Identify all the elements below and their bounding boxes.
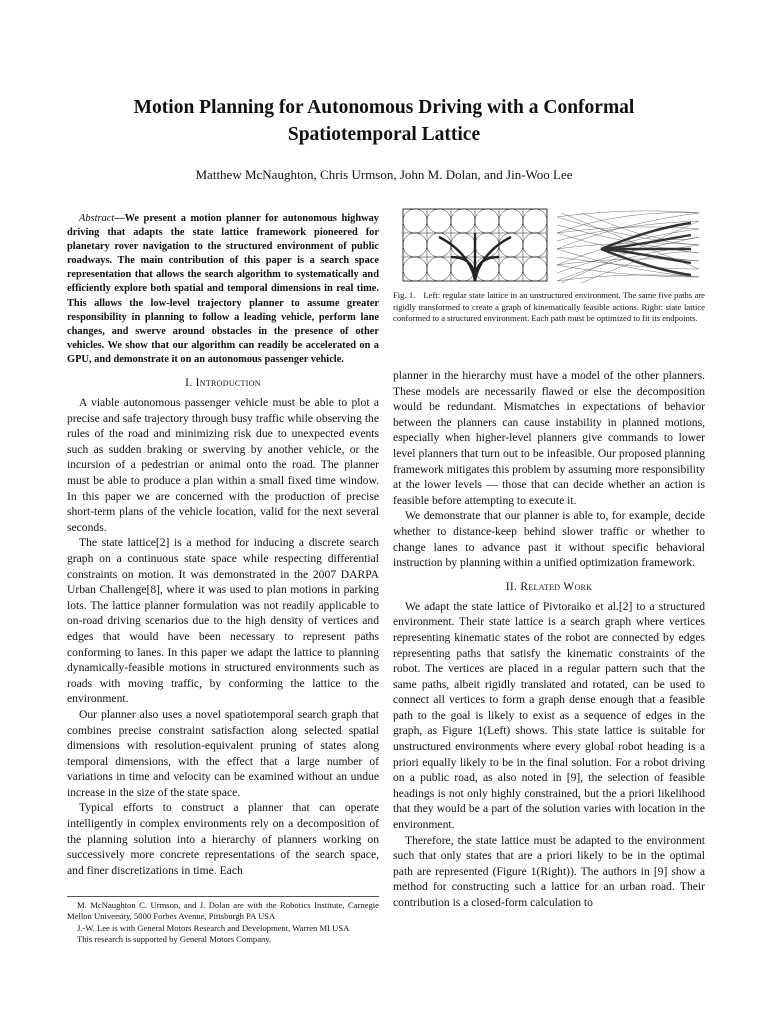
figure-caption-text: Left: regular state lattice in an unstructured environment. The same five paths are rigidly transformed to create a graph of kinematically feasible actions. Right: state lattice conformed to a structured environment. Each path must be optimized to fit its endpoints. (393, 290, 705, 323)
abstract-label: Abstract (79, 213, 115, 224)
section-heading-related-work (393, 581, 705, 593)
footnote-affiliation-cmu: M. McNaughton C. Urmson, and J. Dolan are with the Robotics Institute, Carnegie Mellon University, 5000 Forbes Avenue, Pittsburgh PA USA (67, 900, 379, 922)
paper-title (80, 94, 688, 148)
right-paragraph-2: We demonstrate that our planner is able to, for example, decide whether to distance-keep behind slower traffic or whether to change lanes to advance past it without specific behavioral instruction by planning within a unified optimization framework. (393, 509, 705, 570)
conformed-state-lattice (557, 211, 699, 283)
figure-1-caption (393, 290, 705, 325)
left-column (67, 212, 379, 878)
regular-state-lattice (403, 209, 547, 281)
related-work-paragraph-2: Therefore, the state lattice must be adapted to the environment such that only states that are a priori likely to be in the optimal path are represented (Figure 1(Right)). The authors in [9] show a method for constructing such a lattice for an urban road. Their contribution is a closed-form calculation to (393, 833, 705, 909)
section-title: Introduction (195, 377, 261, 390)
section-title: Related Work (520, 580, 593, 593)
abstract-text: We present a motion planner for autonomous highway driving that adapts the state lattice framework pioneered for planetary rover navigation to the structured environment of public roadways. The main contribution of this paper is a search space representation that allows the search algorithm to systematically and efficiently explore both spatial and temporal dimensions in real time. This allows the low-level trajectory planner to assume greater responsibility in planning to follow a leading vehicle, perform lane changes, and swerve around obstacles in the presence of other vehicles. We show that our algorithm can readily be accelerated on a GPU, and demonstrate it on an autonomous passenger vehicle. (67, 213, 379, 365)
intro-paragraph-2: The state lattice[2] is a method for inducing a discrete search graph on a continuous state space while respecting differential constraints on motion. It was demonstrated in the 2007 DARPA Urban Challenge[8], where it was used to plan motions in parking lots. The lattice planner formulation was not readily applicable to on-road driving scenarios due to the high density of vertices and edges that would have been necessary to represent paths conforming to lanes. In this paper we adapt the lattice to planning dynamically-feasible motions in structured environments such as roads with moving traffic, by conforming the lattice to the environment. (67, 536, 379, 706)
section-number: II. (505, 580, 518, 593)
right-paragraph-1: planner in the hierarchy must have a model of the other planners. These models are necessarily flawed or else the decomposition would be redundant. Mismatches in expectations of behavior between the planners can cause instability in planned motions, especially when higher-level planners give commands to lower level planners that turn out to be infeasible. Our proposed planning framework mitigates this problem by assuming more responsibility at the lower levels — those that can decide whether an action is feasible before attempting to execute it. (393, 369, 705, 507)
section-heading-introduction (67, 377, 379, 389)
footnote-affiliation-gm: J.-W. Lee is with General Motors Research and Development, Warren MI USA (77, 922, 350, 933)
footnote-funding: This research is supported by General Motors Company. (77, 933, 272, 944)
abstract (67, 212, 379, 367)
abstract-dash: — (114, 213, 125, 224)
section-number: I. (185, 377, 193, 390)
intro-paragraph-1: A viable autonomous passenger vehicle must be able to plot a precise and safe trajectory through busy traffic while observing the rules of the road and minimizing risk due to unexpected events such as sudden braking or swerving by another vehicle, or the incursion of a pedestrian or animal onto the road. The planner must be able to produce a plan within a small fixed time window. In this paper we are concerned with the production of precise short-term plans of the vehicle location, valid for the next several seconds. (67, 396, 379, 534)
intro-paragraph-3: Our planner also uses a novel spatiotemporal search graph that combines precise constraint satisfaction along selected spatial dimensions with resolution-equivalent pruning of states along temporal dimensions, with the effect that a large number of variations in time and velocity can be examined without an undue increase in the size of the state space. (67, 707, 379, 799)
intro-paragraph-4: Typical efforts to construct a planner that can operate intelligently in complex environments rely on a decomposition of the planning solution into a hierarchy of planners working on successively more concrete representations of the search space, and finer discretizations in time. Each (67, 801, 379, 877)
footnotes (67, 896, 379, 945)
right-column (393, 368, 705, 911)
related-work-paragraph-1: We adapt the state lattice of Pivtoraiko et al.[2] to a structured environment. Their state lattice is a search graph where vertices representing kinematic states of the robot are connected by edges representing paths that satisfy the kinematic constraints of the robot. The vertices are placed in a regular pattern such that the same paths, albeit rigidly translated and rotated, can be used to connect all vertices to form a graph dense enough that a feasible path to the goal is likely to exist as a sequence of edges in the graph, as Figure 1(Left) shows. This state lattice is suitable for unstructured environments where every global robot heading is a priori equally likely to be in the final solution. For a robot driving on a public road, as also noted in [9], the selection of feasible headings is not only highly constrained, but the a priori likelihood that they would be a part of the solution varies with location in the environment. (393, 599, 705, 832)
figure-label: Fig. 1. (393, 290, 416, 300)
figure-1-image (401, 207, 703, 287)
paper-authors: Matthew McNaughton, Chris Urmson, John M. Dolan, and Jin-Woo Lee (195, 167, 573, 182)
paper-title-line-1: Motion Planning for Autonomous Driving with a Conformal (133, 97, 635, 118)
paper-title-line-2: Spatiotemporal Lattice (287, 124, 481, 145)
